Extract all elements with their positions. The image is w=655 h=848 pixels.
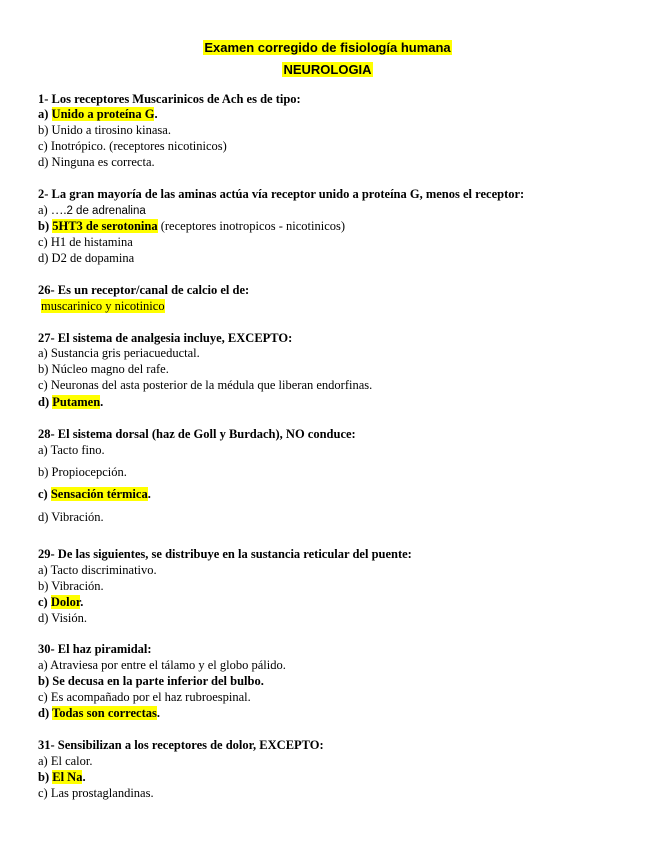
correct-answer-highlight: El Na (52, 770, 83, 784)
question-27: 27- El sistema de analgesia incluye, EXCEPTO: (38, 331, 293, 345)
answer-29a: a) Tacto discriminativo. (38, 563, 157, 577)
answer-31b: b) El Na. (38, 770, 86, 784)
answer-29c: c) Dolor. (38, 595, 84, 609)
answer-2d: d) D2 de dopamina (38, 251, 135, 265)
answer-28d: d) Vibración. (38, 510, 104, 524)
answer-2c: c) H1 de histamina (38, 235, 133, 249)
answer-29d: d) Visión. (38, 611, 88, 625)
correct-answer-highlight: Putamen (52, 395, 101, 409)
correct-answer-highlight: muscarinico y nicotinico (41, 299, 165, 313)
question-31: 31- Sensibilizan a los receptores de dolor, EXCEPTO: (38, 738, 324, 752)
answer-27a: a) Sustancia gris periacueductal. (38, 346, 200, 360)
answer-2a: a) ….2 de adrenalina (38, 203, 146, 217)
question-26: 26- Es un receptor/canal de calcio el de: (38, 283, 250, 297)
answer-31c: c) Las prostaglandinas. (38, 786, 154, 800)
question-2: 2- La gran mayoría de las aminas actúa vía receptor unido a proteína G, menos el receptor: (38, 187, 525, 201)
question-29: 29- De las siguientes, se distribuye en la sustancia reticular del puente: (38, 547, 412, 561)
correct-answer-highlight: Unido a proteína G (51, 107, 155, 121)
answer-1c: c) Inotrópico. (receptores nicotinicos) (38, 139, 227, 153)
correct-answer-highlight: Todas son correctas (52, 706, 157, 720)
answer-30b: b) Se decusa en la parte inferior del bulbo. (38, 674, 264, 688)
answer-30c: c) Es acompañado por el haz rubroespinal. (38, 690, 251, 704)
answer-27c: c) Neuronas del asta posterior de la médula que liberan endorfinas. (38, 378, 373, 392)
correct-answer-highlight: 5HT3 de serotonina (52, 219, 158, 233)
document-subtitle-text: NEUROLOGIA (283, 62, 372, 77)
answer-28a: a) Tacto fino. (38, 443, 105, 457)
answer-1b: b) Unido a tirosino kinasa. (38, 123, 171, 137)
correct-answer-highlight: Dolor (50, 595, 81, 609)
answer-27d: d) Putamen. (38, 395, 104, 409)
answer-27b: b) Núcleo magno del rafe. (38, 362, 169, 376)
question-1: 1- Los receptores Muscarinicos de Ach es de tipo: (38, 92, 301, 106)
answer-2b: b) 5HT3 de serotonina (receptores inotropicos - nicotinicos) (38, 219, 346, 233)
answer-30a: a) Atraviesa por entre el tálamo y el globo pálido. (38, 658, 286, 672)
answer-28c: c) Sensación térmica. (38, 487, 151, 501)
answer-31a: a) El calor. (38, 754, 93, 768)
document-title-text: Examen corregido de fisiología humana (204, 40, 451, 55)
answer-29b: b) Vibración. (38, 579, 104, 593)
answer-26 (41, 299, 165, 314)
answer-1d: d) Ninguna es correcta. (38, 155, 155, 169)
answer-30d: d) Todas son correctas. (38, 706, 161, 720)
question-28: 28- El sistema dorsal (haz de Goll y Burdach), NO conduce: (38, 427, 356, 441)
answer-28b: b) Propiocepción. (38, 465, 127, 479)
question-30: 30- El haz piramidal: (38, 642, 152, 656)
document-title (0, 40, 655, 55)
answer-1a: a) Unido a proteína G. (38, 107, 158, 121)
correct-answer-highlight: Sensación térmica (50, 487, 148, 501)
document-subtitle (0, 62, 655, 77)
